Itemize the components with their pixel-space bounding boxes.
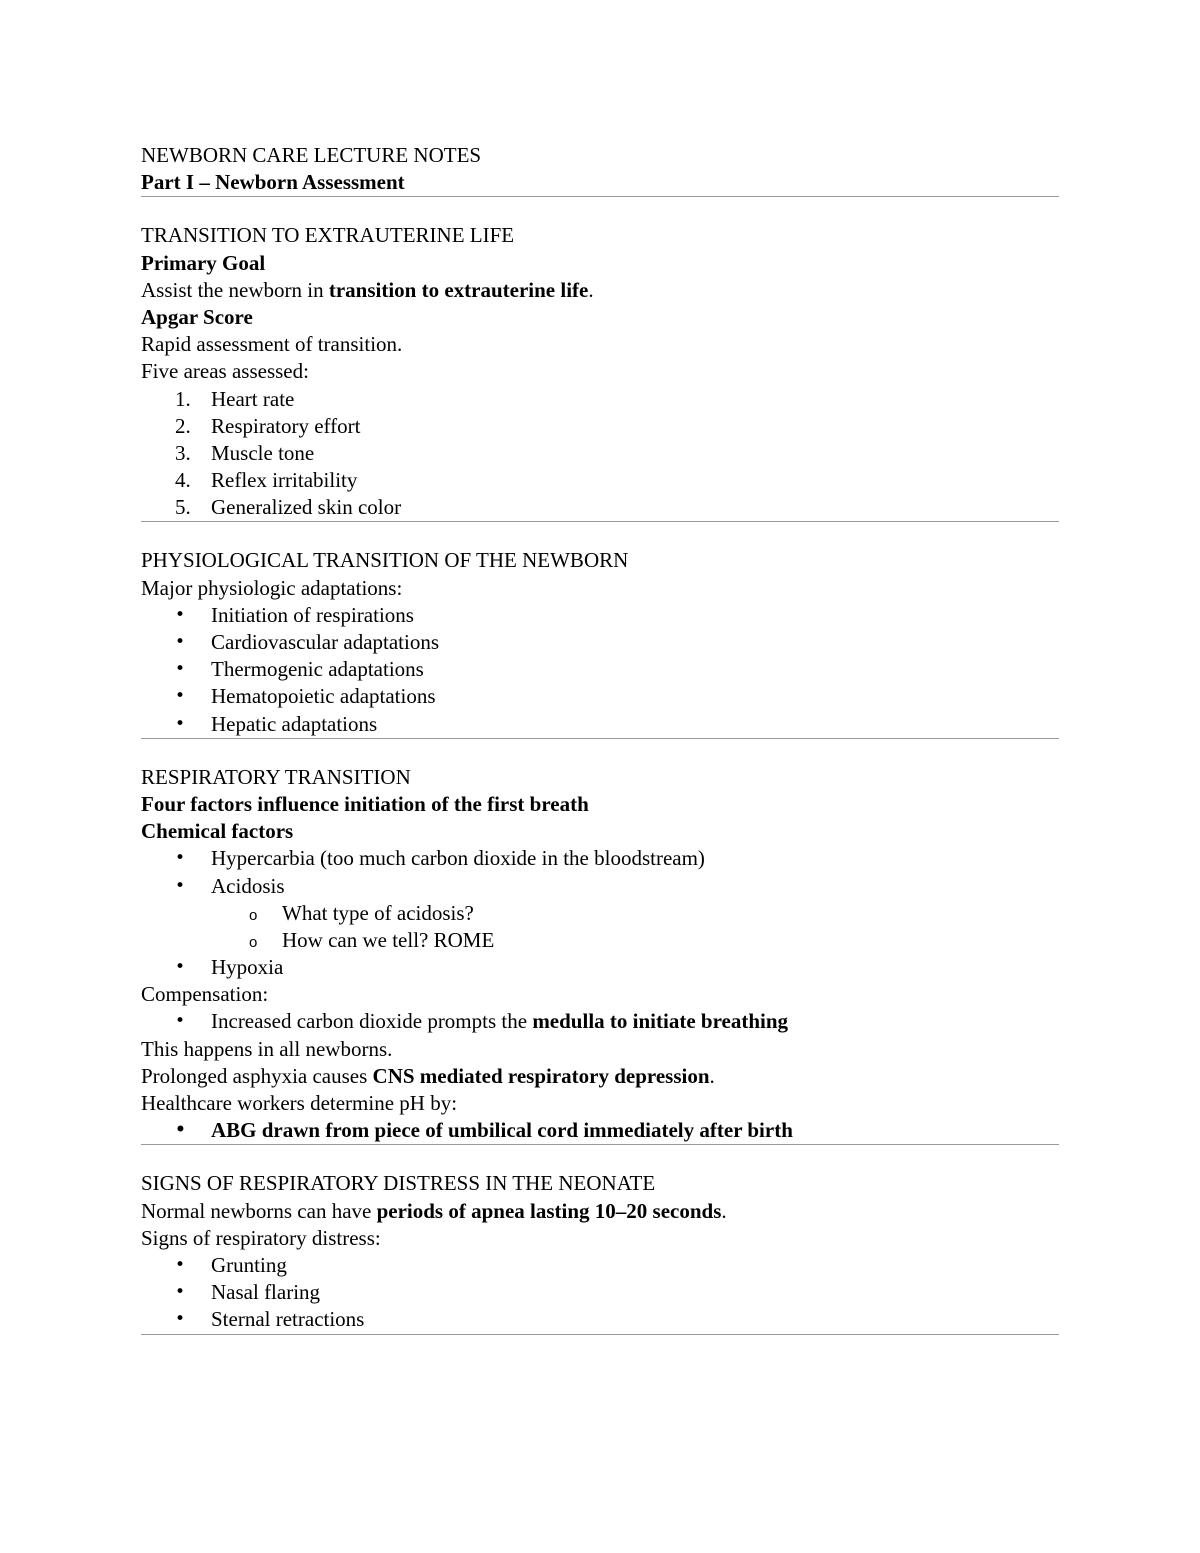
- adaptations-intro: Major physiologic adaptations:: [141, 575, 403, 600]
- bullet-icon: •: [175, 686, 186, 707]
- sub-bullet-icon: o: [249, 933, 258, 951]
- list-item: • Hepatic adaptations: [141, 711, 1059, 738]
- document-title: NEWBORN CARE LECTURE NOTES: [141, 143, 482, 167]
- sub-list-item: o How can we tell? ROME: [141, 927, 1059, 954]
- list-item: • Hypoxia: [141, 954, 1059, 981]
- section-physiological: [141, 547, 1059, 737]
- bullet-icon: •: [175, 604, 186, 625]
- bullet-icon: •: [175, 1120, 186, 1141]
- bullet-icon: •: [175, 875, 186, 896]
- section-heading: SIGNS OF RESPIRATORY DISTRESS IN THE NEONATE: [141, 1171, 656, 1196]
- primary-goal-label: Primary Goal: [141, 250, 266, 275]
- document-page: [141, 142, 1059, 1360]
- list-item: 5. Generalized skin color: [175, 495, 402, 520]
- signs-intro: Signs of respiratory distress:: [141, 1225, 381, 1250]
- bullet-icon: •: [175, 659, 186, 680]
- list-item: 2. Respiratory effort: [175, 413, 361, 438]
- list-item: • Nasal flaring: [141, 1279, 1059, 1306]
- list-item: • Increased carbon dioxide prompts the medulla to initiate breathing: [141, 1008, 1059, 1035]
- apnea-text: Normal newborns can have periods of apnea lasting 10–20 seconds.: [141, 1198, 727, 1223]
- list-item: • Cardiovascular adaptations: [141, 629, 1059, 656]
- list-item: 3. Muscle tone: [175, 440, 315, 465]
- ph-intro: Healthcare workers determine pH by:: [141, 1091, 458, 1115]
- compensation-label: Compensation:: [141, 982, 269, 1007]
- section-divider: [141, 196, 1059, 197]
- list-item: • Grunting: [141, 1252, 1059, 1279]
- list-item: • Hypercarbia (too much carbon dioxide in the bloodstream): [141, 845, 1059, 872]
- list-item: • Hematopoietic adaptations: [141, 683, 1059, 710]
- apgar-description: Rapid assessment of transition.: [141, 332, 403, 357]
- sub-bullet-icon: o: [249, 906, 258, 924]
- list-item: 4. Reflex irritability: [175, 468, 358, 493]
- list-item: • Thermogenic adaptations: [141, 656, 1059, 683]
- primary-goal-text: Assist the newborn in transition to extrauterine life.: [141, 277, 594, 302]
- section-transition: [141, 222, 1059, 521]
- bullet-icon: •: [175, 1282, 186, 1303]
- sub-list-item: o What type of acidosis?: [141, 900, 1059, 927]
- list-item: • Sternal retractions: [141, 1306, 1059, 1333]
- section-divider: [141, 521, 1059, 522]
- bullet-icon: •: [175, 1254, 186, 1275]
- section-heading: PHYSIOLOGICAL TRANSITION OF THE NEWBORN: [141, 548, 629, 573]
- section-divider: [141, 1334, 1059, 1335]
- list-item: • ABG drawn from piece of umbilical cord immediately after birth: [141, 1117, 1059, 1144]
- apgar-label: Apgar Score: [141, 304, 253, 329]
- document-subtitle: Part I – Newborn Assessment: [141, 170, 405, 195]
- bullet-icon: •: [175, 957, 186, 978]
- section-heading: TRANSITION TO EXTRAUTERINE LIFE: [141, 223, 515, 248]
- section-divider: [141, 738, 1059, 739]
- all-newborns-text: This happens in all newborns.: [141, 1036, 393, 1061]
- asphyxia-text: Prolonged asphyxia causes CNS mediated respiratory depression.: [141, 1063, 715, 1088]
- bullet-icon: •: [175, 713, 186, 734]
- bullet-icon: •: [175, 1309, 186, 1330]
- list-item: • Initiation of respirations: [141, 602, 1059, 629]
- bullet-icon: •: [175, 632, 186, 652]
- chemical-factors-label: Chemical factors: [141, 819, 294, 844]
- list-item: • Acidosis: [141, 873, 1059, 900]
- bullet-icon: •: [175, 848, 186, 869]
- section-distress: [141, 1170, 1059, 1333]
- section-respiratory: [141, 764, 1059, 1145]
- four-factors-heading: Four factors influence initiation of the first breath: [141, 791, 589, 816]
- bullet-icon: •: [175, 1011, 186, 1032]
- section-divider: [141, 1144, 1059, 1145]
- areas-intro: Five areas assessed:: [141, 359, 309, 384]
- section-heading: RESPIRATORY TRANSITION: [141, 764, 411, 789]
- list-item: 1. Heart rate: [175, 386, 295, 411]
